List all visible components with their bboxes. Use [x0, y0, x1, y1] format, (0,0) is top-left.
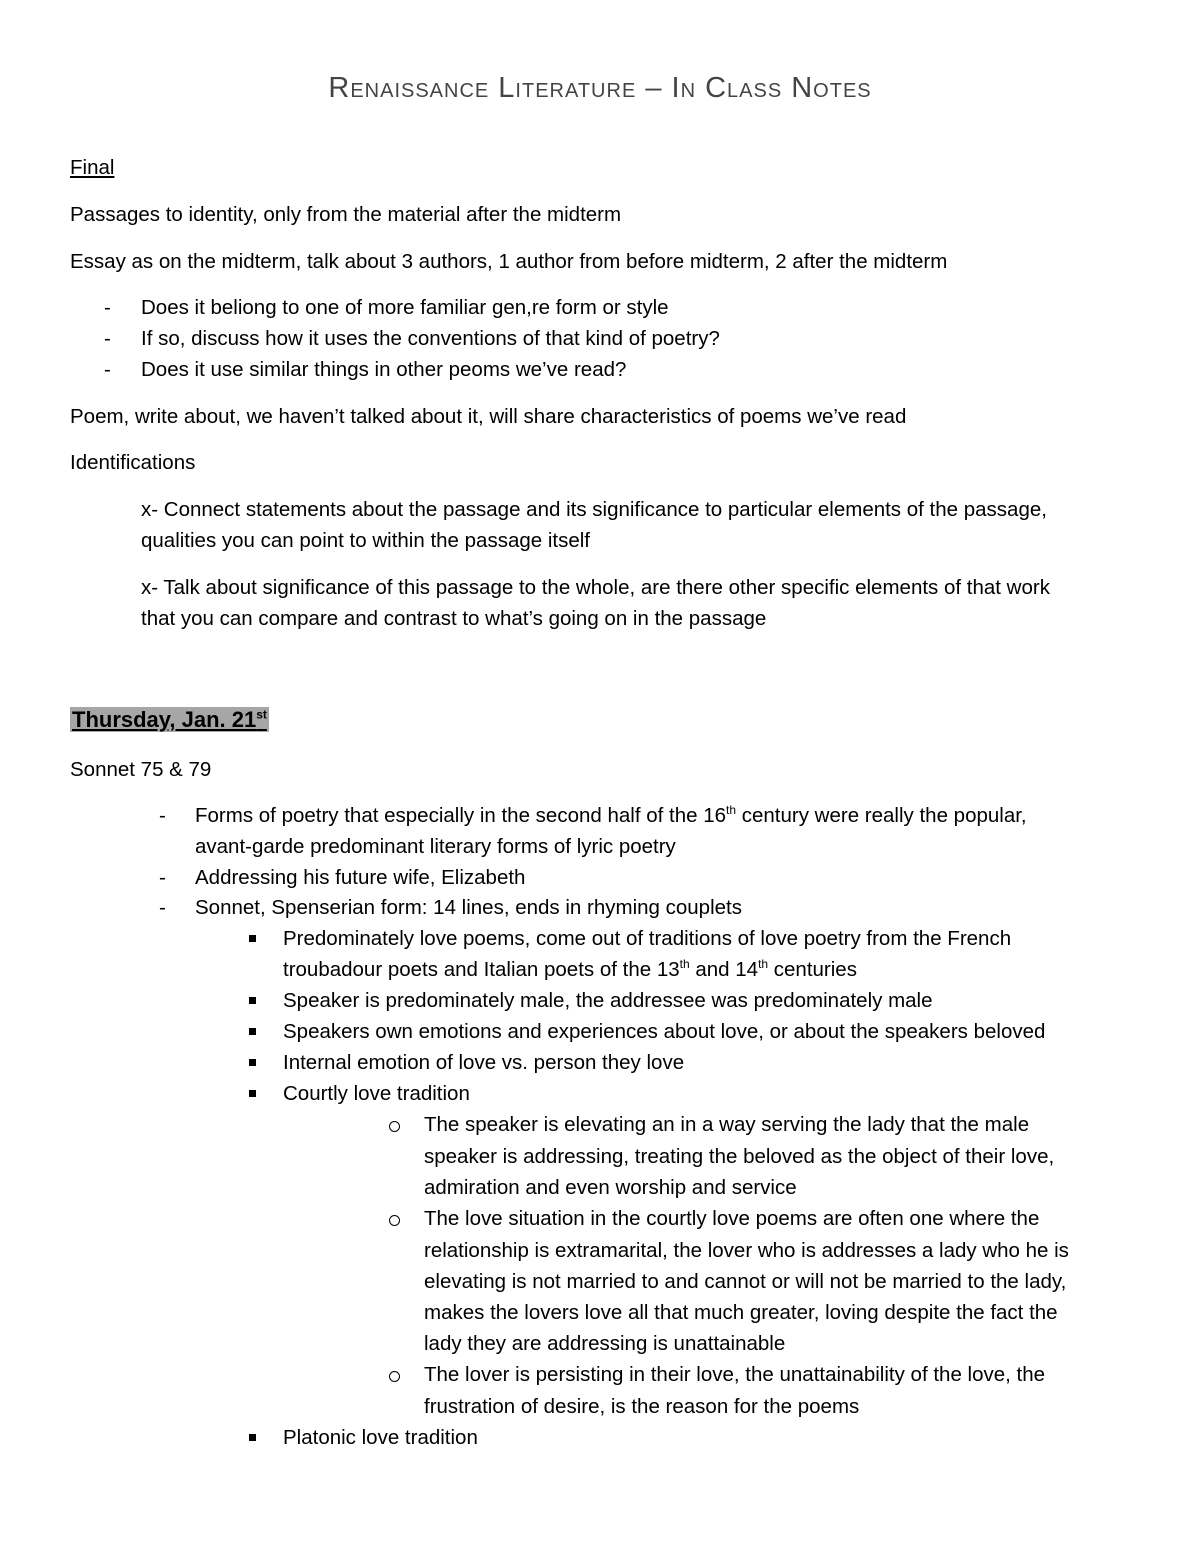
- final-line-passages: Passages to identity, only from the material after the midterm: [70, 203, 622, 226]
- courtly-note-1-line-2: speaker is addressing, treating the beloved as the object of their love,: [424, 1145, 1055, 1168]
- final-bullet-2: If so, discuss how it uses the conventions of that kind of poetry?: [141, 327, 720, 350]
- courtly-note-3-line-1: The lover is persisting in their love, the unattainability of the love, the: [424, 1363, 1046, 1386]
- identification-note-1-line-2: qualities you can point to within the passage itself: [141, 529, 590, 552]
- square-bullet-icon: [249, 997, 256, 1004]
- date-heading: [70, 704, 269, 736]
- courtly-note-1-line-1: The speaker is elevating an in a way serving the lady that the male: [424, 1113, 1030, 1136]
- identification-note-1-line-1: x- Connect statements about the passage and its significance to particular elements of the passage,: [141, 498, 1047, 521]
- sub-bullet-speaker-male: Speaker is predominately male, the addressee was predominately male: [283, 989, 933, 1012]
- identification-note-2-line-2: that you can compare and contrast to what’s going on in the passage: [141, 607, 767, 630]
- sub-bullet-platonic-love: Platonic love tradition: [283, 1426, 478, 1449]
- bullet-sonnet-form: Sonnet, Spenserian form: 14 lines, ends in rhyming couplets: [195, 896, 742, 919]
- courtly-note-2-line-3: elevating is not married to and cannot or will not be married to the lady,: [424, 1270, 1067, 1293]
- courtly-note-2-line-2: relationship is extramarital, the lover who is addresses a lady who he is: [424, 1239, 1069, 1262]
- courtly-note-2-line-4: makes the lovers love all that much greater, loving despite the fact the: [424, 1301, 1058, 1324]
- final-line-identifications: Identifications: [70, 451, 196, 474]
- final-bullet-3: Does it use similar things in other peoms we’ve read?: [141, 358, 627, 381]
- square-bullet-icon: [249, 1434, 256, 1441]
- sub-bullet-internal-emotion: Internal emotion of love vs. person they love: [283, 1051, 685, 1074]
- bullet-forms-line-1: Forms of poetry that especially in the second half of the 16th century were really the popular,: [195, 803, 1027, 827]
- courtly-note-3-line-2: frustration of desire, is the reason for the poems: [424, 1395, 860, 1418]
- square-bullet-icon: [249, 1090, 256, 1097]
- final-bullet-1: Does it beliong to one of more familiar gen,re form or style: [141, 296, 669, 319]
- courtly-note-2-line-1: The love situation in the courtly love poems are often one where the: [424, 1207, 1040, 1230]
- dash-bullet: -: [104, 358, 111, 381]
- courtly-note-1-line-3: admiration and even worship and service: [424, 1176, 797, 1199]
- identification-note-2-line-1: x- Talk about significance of this passage to the whole, are there other specific elements of that work: [141, 576, 1050, 599]
- square-bullet-icon: [249, 935, 256, 942]
- dash-bullet: -: [159, 896, 166, 919]
- dash-bullet: -: [159, 804, 166, 827]
- sonnet-line: Sonnet 75 & 79: [70, 758, 212, 781]
- sub-bullet-courtly-love: Courtly love tradition: [283, 1082, 470, 1105]
- bullet-addressing: Addressing his future wife, Elizabeth: [195, 866, 526, 889]
- final-line-essay: Essay as on the midterm, talk about 3 authors, 1 author from before midterm, 2 after the midterm: [70, 250, 948, 273]
- final-line-poem: Poem, write about, we haven’t talked about it, will share characteristics of poems we’ve read: [70, 405, 907, 428]
- sub-bullet-speakers-emotions: Speakers own emotions and experiences about love, or about the speakers beloved: [283, 1020, 1046, 1043]
- circle-bullet-icon: [389, 1121, 400, 1132]
- circle-bullet-icon: [389, 1215, 400, 1226]
- dash-bullet: -: [104, 327, 111, 350]
- square-bullet-icon: [249, 1028, 256, 1035]
- sub-bullet-love-poems-line-2: troubadour poets and Italian poets of the 13th and 14th centuries: [283, 957, 857, 981]
- bullet-forms-line-2: avant-garde predominant literary forms of lyric poetry: [195, 835, 676, 858]
- square-bullet-icon: [249, 1059, 256, 1066]
- document-title: Renaissance Literature – In Class Notes: [328, 72, 872, 104]
- date-heading-suffix: st: [256, 707, 267, 722]
- circle-bullet-icon: [389, 1371, 400, 1382]
- final-heading: Final: [70, 156, 115, 179]
- dash-bullet: -: [104, 296, 111, 319]
- courtly-note-2-line-5: lady they are addressing is unattainable: [424, 1332, 786, 1355]
- dash-bullet: -: [159, 866, 166, 889]
- date-heading-text: Thursday, Jan. 21: [72, 707, 257, 732]
- sub-bullet-love-poems-line-1: Predominately love poems, come out of traditions of love poetry from the French: [283, 927, 1012, 950]
